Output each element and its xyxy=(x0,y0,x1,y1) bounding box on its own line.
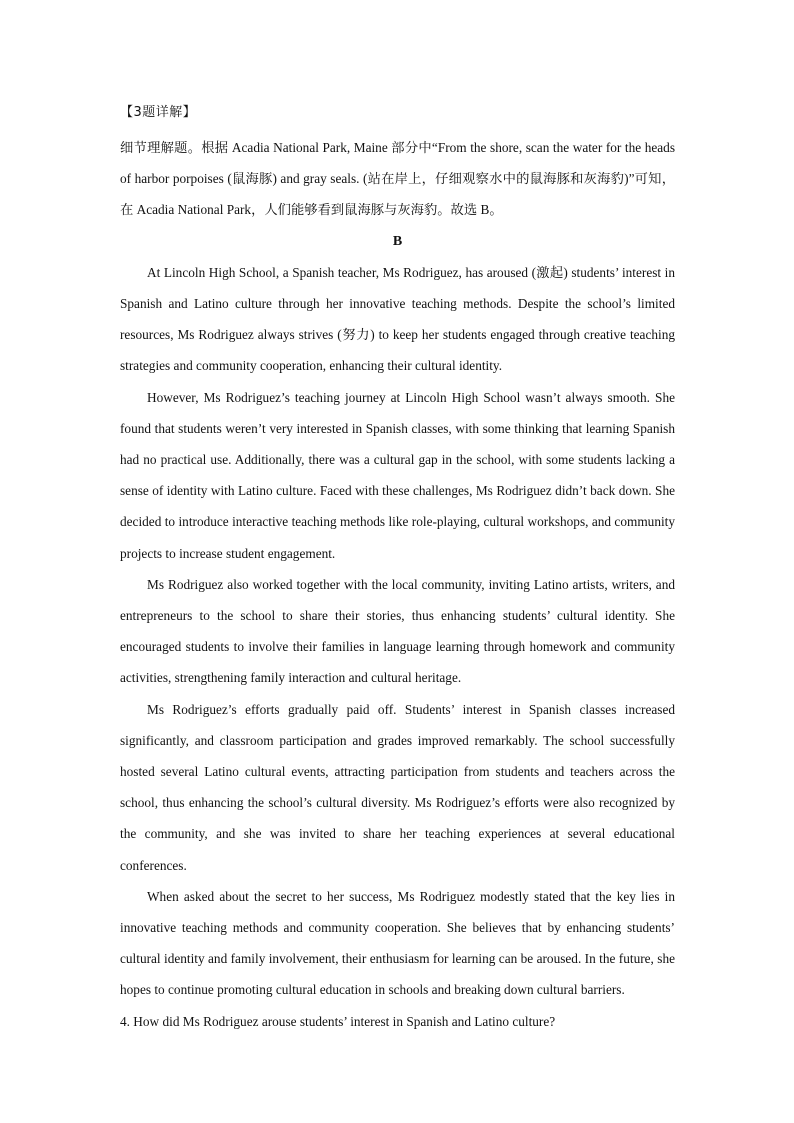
passage-paragraph-5: When asked about the secret to her success, Ms Rodriguez modestly stated that the key lies in innovative teaching methods and community cooperation. She believes that by enhancing students’ cultural identity and family involvement, their enthusiasm for learning can be aroused. In the future, she hopes to continue promoting cultural education in schools and breaking down cultural barriers. xyxy=(120,888,675,998)
passage-paragraph-4: Ms Rodriguez’s efforts gradually paid off. Students’ interest in Spanish classes increased significantly, and classroom participation and grades improved remarkably. The school successfully hosted several Latino cultural events, attracting participation from students and teachers across the school, thus enhancing the school’s cultural diversity. Ms Rodriguez’s efforts were also recognized by the community, and she was invited to share her teaching experiences at several educational conferences. xyxy=(120,701,675,873)
passage-paragraph-3: Ms Rodriguez also worked together with the local community, inviting Latino artists, writers, and entrepreneurs to the school to share their stories, thus enhancing students’ cultural identity. She encouraged students to involve their families in language learning through homework and community activities, strengthening family interaction and cultural heritage. xyxy=(120,576,675,686)
section-heading: 【3题详解】 xyxy=(120,105,197,120)
passage-paragraph-2: However, Ms Rodriguez’s teaching journey at Lincoln High School wasn’t always smooth. She found that students weren’t very interested in Spanish classes, with some thinking that learning Spanish had no practical use. Additionally, there was a cultural gap in the school, with some students lacking a sense of identity with Latino culture. Faced with these challenges, Ms Rodriguez didn’t back down. She decided to introduce interactive teaching methods like role-playing, cultural workshops, and community projects to increase student engagement. xyxy=(120,389,675,561)
question-4: 4. How did Ms Rodriguez arouse students’ interest in Spanish and Latino culture? xyxy=(120,1013,556,1029)
passage-label: B xyxy=(392,233,403,249)
passage-paragraph-1: At Lincoln High School, a Spanish teacher, Ms Rodriguez, has aroused (激起) students’ interest in Spanish and Latino culture through her innovative teaching methods. Despite the school’s limited resources, Ms Rodriguez always strives (努力) to keep her students engaged through creative teaching strategies and community cooperation, enhancing their cultural identity. xyxy=(120,264,675,374)
document-page xyxy=(120,102,675,1037)
answer-explanation: 细节理解题。根据 Acadia National Park, Maine 部分中“From the shore, scan the water for the heads of harbor porpoises (鼠海豚) and gray seals. (站在岸上，仔细观察水中的鼠海豚和灰海豹)”可知，在 Acadia National Park，人们能够看到鼠海豚与灰海豹。故选 B。 xyxy=(120,140,675,218)
